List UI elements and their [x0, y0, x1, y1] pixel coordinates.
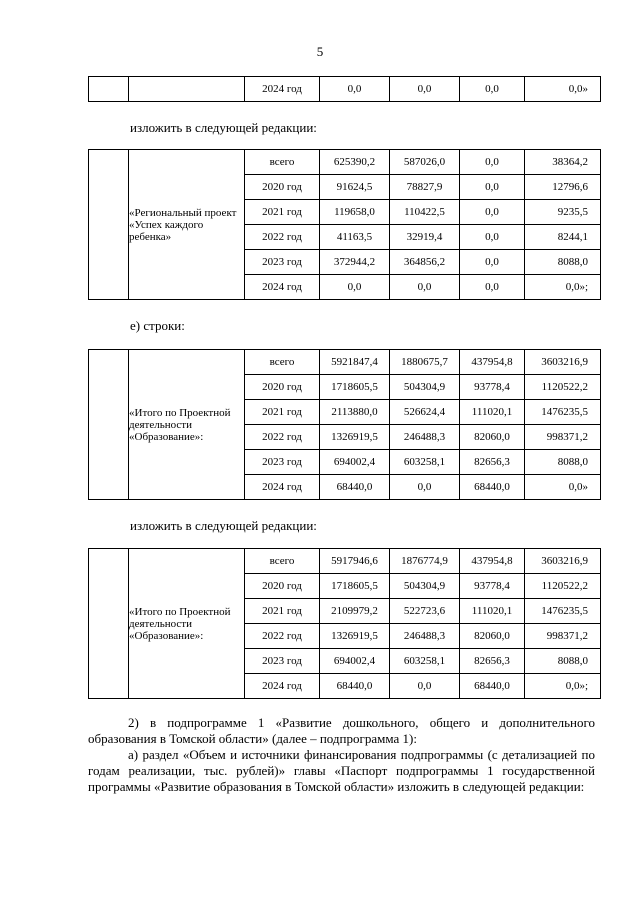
year-cell: всего: [245, 549, 320, 574]
value-cell: 504304,9: [390, 375, 460, 400]
value-cell: 3603216,9: [525, 549, 601, 574]
value-cell: 0,0: [460, 275, 525, 300]
value-cell: 1476235,5: [525, 400, 601, 425]
value-cell: 91624,5: [320, 175, 390, 200]
year-cell: 2023 год: [245, 250, 320, 275]
value-cell: 5917946,6: [320, 549, 390, 574]
value-cell: 1120522,2: [525, 574, 601, 599]
value-cell: 603258,1: [390, 450, 460, 475]
value-cell: 0,0: [390, 77, 460, 102]
year-cell: 2024 год: [245, 475, 320, 500]
value-cell: 694002,4: [320, 450, 390, 475]
empty-cell: [89, 77, 129, 102]
row-label: «Итого по Проектной деятельности «Образование»:: [129, 549, 245, 699]
value-cell: 5921847,4: [320, 350, 390, 375]
year-cell: 2023 год: [245, 649, 320, 674]
value-cell: 68440,0: [460, 674, 525, 699]
value-cell: 1876774,9: [390, 549, 460, 574]
value-cell: 0,0: [320, 275, 390, 300]
value-cell: 1326919,5: [320, 624, 390, 649]
value-cell: 437954,8: [460, 350, 525, 375]
value-cell: 0,0: [460, 250, 525, 275]
table-row: [89, 77, 601, 102]
value-cell: 0,0: [460, 175, 525, 200]
value-cell: 1718605,5: [320, 574, 390, 599]
page-number: 5: [316, 44, 324, 59]
empty-cell: [89, 150, 129, 300]
funding-table-top: [88, 76, 601, 102]
year-cell: 2024 год: [245, 77, 320, 102]
value-cell: 8088,0: [525, 250, 601, 275]
value-cell: 0,0: [390, 475, 460, 500]
value-cell: 41163,5: [320, 225, 390, 250]
value-cell: 0,0: [460, 200, 525, 225]
value-cell: 82656,3: [460, 649, 525, 674]
value-cell: 68440,0: [320, 674, 390, 699]
year-cell: 2020 год: [245, 175, 320, 200]
value-cell: 1476235,5: [525, 599, 601, 624]
value-cell: 82656,3: [460, 450, 525, 475]
year-cell: всего: [245, 350, 320, 375]
year-cell: 2024 год: [245, 674, 320, 699]
value-cell: 504304,9: [390, 574, 460, 599]
value-cell: 0,0: [460, 225, 525, 250]
table-row: [89, 150, 601, 175]
value-cell: 246488,3: [390, 425, 460, 450]
value-cell: 522723,6: [390, 599, 460, 624]
funding-table-regional-project: [88, 149, 601, 300]
value-cell: 93778,4: [460, 375, 525, 400]
year-cell: 2024 год: [245, 275, 320, 300]
row-label: «Региональный проект «Успех каждого ребенка»: [129, 150, 245, 300]
value-cell: 1120522,2: [525, 375, 601, 400]
value-cell: 0,0: [320, 77, 390, 102]
year-cell: 2022 год: [245, 624, 320, 649]
value-cell: 364856,2: [390, 250, 460, 275]
value-cell: 68440,0: [460, 475, 525, 500]
value-cell: 78827,9: [390, 175, 460, 200]
table-row: [89, 350, 601, 375]
value-cell: 82060,0: [460, 425, 525, 450]
year-cell: 2021 год: [245, 400, 320, 425]
year-cell: 2022 год: [245, 225, 320, 250]
value-cell: 12796,6: [525, 175, 601, 200]
table-row: [89, 549, 601, 574]
empty-cell: [89, 350, 129, 500]
value-cell: 437954,8: [460, 549, 525, 574]
value-cell: 587026,0: [390, 150, 460, 175]
body-text: [88, 715, 595, 795]
value-cell: 0,0: [390, 674, 460, 699]
value-cell: 1880675,7: [390, 350, 460, 375]
value-cell: 119658,0: [320, 200, 390, 225]
value-cell: 111020,1: [460, 400, 525, 425]
value-cell: 603258,1: [390, 649, 460, 674]
value-cell: 38364,2: [525, 150, 601, 175]
funding-table-total-old: [88, 349, 601, 500]
value-cell: 372944,2: [320, 250, 390, 275]
value-cell: 8088,0: [525, 450, 601, 475]
value-cell: 32919,4: [390, 225, 460, 250]
body-paragraph-2: а) раздел «Объем и источники финансирования подпрограммы (с детализацией по годам реализации, тыс. рублей)» главы «Паспорт подпрограммы 1 государственной программы «Развитие образования в Томской области» изложить в следующей редакции:: [88, 747, 595, 794]
value-cell: 68440,0: [320, 475, 390, 500]
value-cell: 0,0: [390, 275, 460, 300]
empty-cell: [89, 549, 129, 699]
row-label: [129, 77, 245, 102]
value-cell: 9235,5: [525, 200, 601, 225]
year-cell: 2020 год: [245, 574, 320, 599]
value-cell: 93778,4: [460, 574, 525, 599]
value-cell: 2113880,0: [320, 400, 390, 425]
value-cell: 625390,2: [320, 150, 390, 175]
value-cell: 694002,4: [320, 649, 390, 674]
value-cell: 998371,2: [525, 425, 601, 450]
value-cell: 0,0»: [525, 475, 601, 500]
value-cell: 111020,1: [460, 599, 525, 624]
funding-table-total-new: [88, 548, 601, 699]
value-cell: 246488,3: [390, 624, 460, 649]
value-cell: 0,0»;: [525, 275, 601, 300]
value-cell: 0,0: [460, 150, 525, 175]
value-cell: 1326919,5: [320, 425, 390, 450]
instruction-text-2: е) строки:: [130, 318, 185, 333]
value-cell: 1718605,5: [320, 375, 390, 400]
instruction-text-3: изложить в следующей редакции:: [130, 518, 317, 533]
value-cell: 0,0: [460, 77, 525, 102]
value-cell: 3603216,9: [525, 350, 601, 375]
row-label: «Итого по Проектной деятельности «Образование»:: [129, 350, 245, 500]
value-cell: 8088,0: [525, 649, 601, 674]
value-cell: 0,0»;: [525, 674, 601, 699]
value-cell: 110422,5: [390, 200, 460, 225]
year-cell: 2020 год: [245, 375, 320, 400]
year-cell: 2022 год: [245, 425, 320, 450]
year-cell: 2023 год: [245, 450, 320, 475]
instruction-text-1: изложить в следующей редакции:: [130, 120, 317, 135]
value-cell: 8244,1: [525, 225, 601, 250]
body-paragraph-1: 2) в подпрограмме 1 «Развитие дошкольного, общего и дополнительного образования в Томской области» (далее – подпрограмма 1):: [88, 715, 595, 746]
value-cell: 0,0»: [525, 77, 601, 102]
value-cell: 526624,4: [390, 400, 460, 425]
year-cell: 2021 год: [245, 200, 320, 225]
value-cell: 2109979,2: [320, 599, 390, 624]
year-cell: всего: [245, 150, 320, 175]
year-cell: 2021 год: [245, 599, 320, 624]
value-cell: 998371,2: [525, 624, 601, 649]
value-cell: 82060,0: [460, 624, 525, 649]
